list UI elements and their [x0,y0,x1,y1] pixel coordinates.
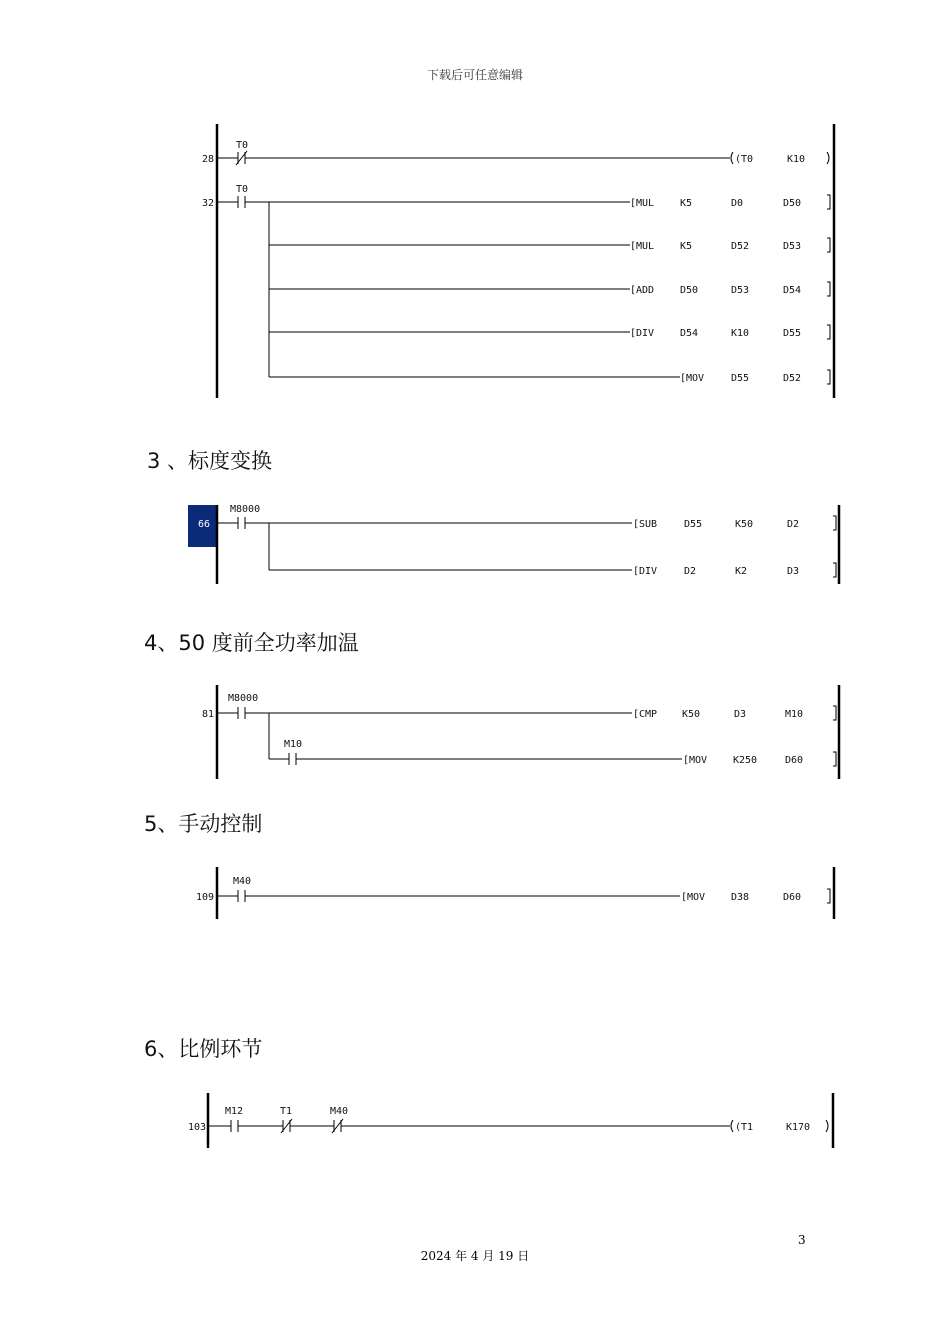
contact-label: M8000 [228,693,259,704]
contact-label: M40 [233,876,252,887]
svg-text:K2: K2 [735,566,748,577]
page-footer-date: 2024 年 4 月 19 日 [420,1249,530,1263]
step-number: 28 [201,154,214,165]
svg-text:D60: D60 [785,755,804,766]
ladder-diagram-manual-control [180,864,850,924]
section-heading-proportional-step: 6、比例环节 [144,1037,263,1061]
svg-text:[SUB: [SUB [633,519,658,530]
page-header: 下载后可任意编辑 [426,68,523,82]
ladder-diagram-full-power-heating [180,682,850,782]
ladder-diagram-proportional-step [180,1090,850,1155]
svg-text:D54: D54 [783,285,802,296]
svg-text:D52: D52 [783,373,802,384]
contact-label: M8000 [230,504,261,515]
svg-text:[DIV: [DIV [633,566,658,577]
svg-text:D2: D2 [787,519,800,530]
svg-text:K5: K5 [680,241,693,252]
instruction-mul-1 [630,195,830,209]
svg-text:[MOV: [MOV [681,892,706,903]
contact-label: M40 [330,1106,349,1117]
svg-text:D55: D55 [684,519,703,530]
instruction-mul-2 [630,238,830,252]
contact-label: T0 [236,184,249,195]
svg-text:D50: D50 [680,285,699,296]
svg-text:D50: D50 [783,198,802,209]
instruction-div [630,325,830,339]
svg-text:[CMP: [CMP [633,709,658,720]
svg-text:D52: D52 [731,241,750,252]
svg-text:[MOV: [MOV [683,755,708,766]
svg-text:[DIV: [DIV [630,328,655,339]
svg-text:K50: K50 [682,709,701,720]
svg-text:D60: D60 [783,892,802,903]
page-number: 3 [798,1233,806,1247]
step-number: 109 [195,892,214,903]
svg-text:D55: D55 [783,328,802,339]
section-heading-full-power-heating: 4、50 度前全功率加温 [144,631,359,655]
svg-text:D2: D2 [684,566,697,577]
svg-text:[ADD: [ADD [630,285,655,296]
section-heading-manual-control: 5、手动控制 [144,812,263,836]
contact-label: M12 [225,1106,244,1117]
operand: K10 [787,154,806,165]
svg-text:D3: D3 [787,566,800,577]
coil-label: (T1 [735,1122,754,1133]
svg-text:K250: K250 [733,755,758,766]
svg-text:D55: D55 [731,373,750,384]
svg-text:D38: D38 [731,892,750,903]
svg-text:[MUL: [MUL [630,241,655,252]
svg-text:[MOV: [MOV [680,373,705,384]
svg-text:D54: D54 [680,328,699,339]
contact-label: T1 [280,1106,293,1117]
svg-text:M10: M10 [785,709,804,720]
step-number: 32 [201,198,214,209]
step-number: 103 [187,1122,206,1133]
svg-text:D0: D0 [731,198,744,209]
svg-text:K5: K5 [680,198,693,209]
instruction-div [633,563,836,577]
ladder-diagram-scale-conversion [180,500,850,590]
operand: K170 [786,1122,811,1133]
contact-label: M10 [284,739,303,750]
instruction-cmp [633,706,836,720]
instruction-add [630,282,830,296]
instruction-mov [683,752,836,766]
svg-text:D53: D53 [783,241,802,252]
contact-label: T0 [236,140,249,151]
svg-text:K10: K10 [731,328,750,339]
section-heading-scale-conversion: 3 、标度变换 [147,449,273,473]
instruction-sub [633,516,836,530]
instruction-mov [681,889,830,903]
coil-label: (T0 [735,154,754,165]
step-number: 81 [201,709,214,720]
svg-text:K50: K50 [735,519,754,530]
svg-text:[MUL: [MUL [630,198,655,209]
ladder-diagram-timer-math [180,120,850,405]
svg-text:D53: D53 [731,285,750,296]
instruction-mov [680,370,830,384]
svg-text:D3: D3 [734,709,747,720]
step-number: 66 [197,519,210,530]
